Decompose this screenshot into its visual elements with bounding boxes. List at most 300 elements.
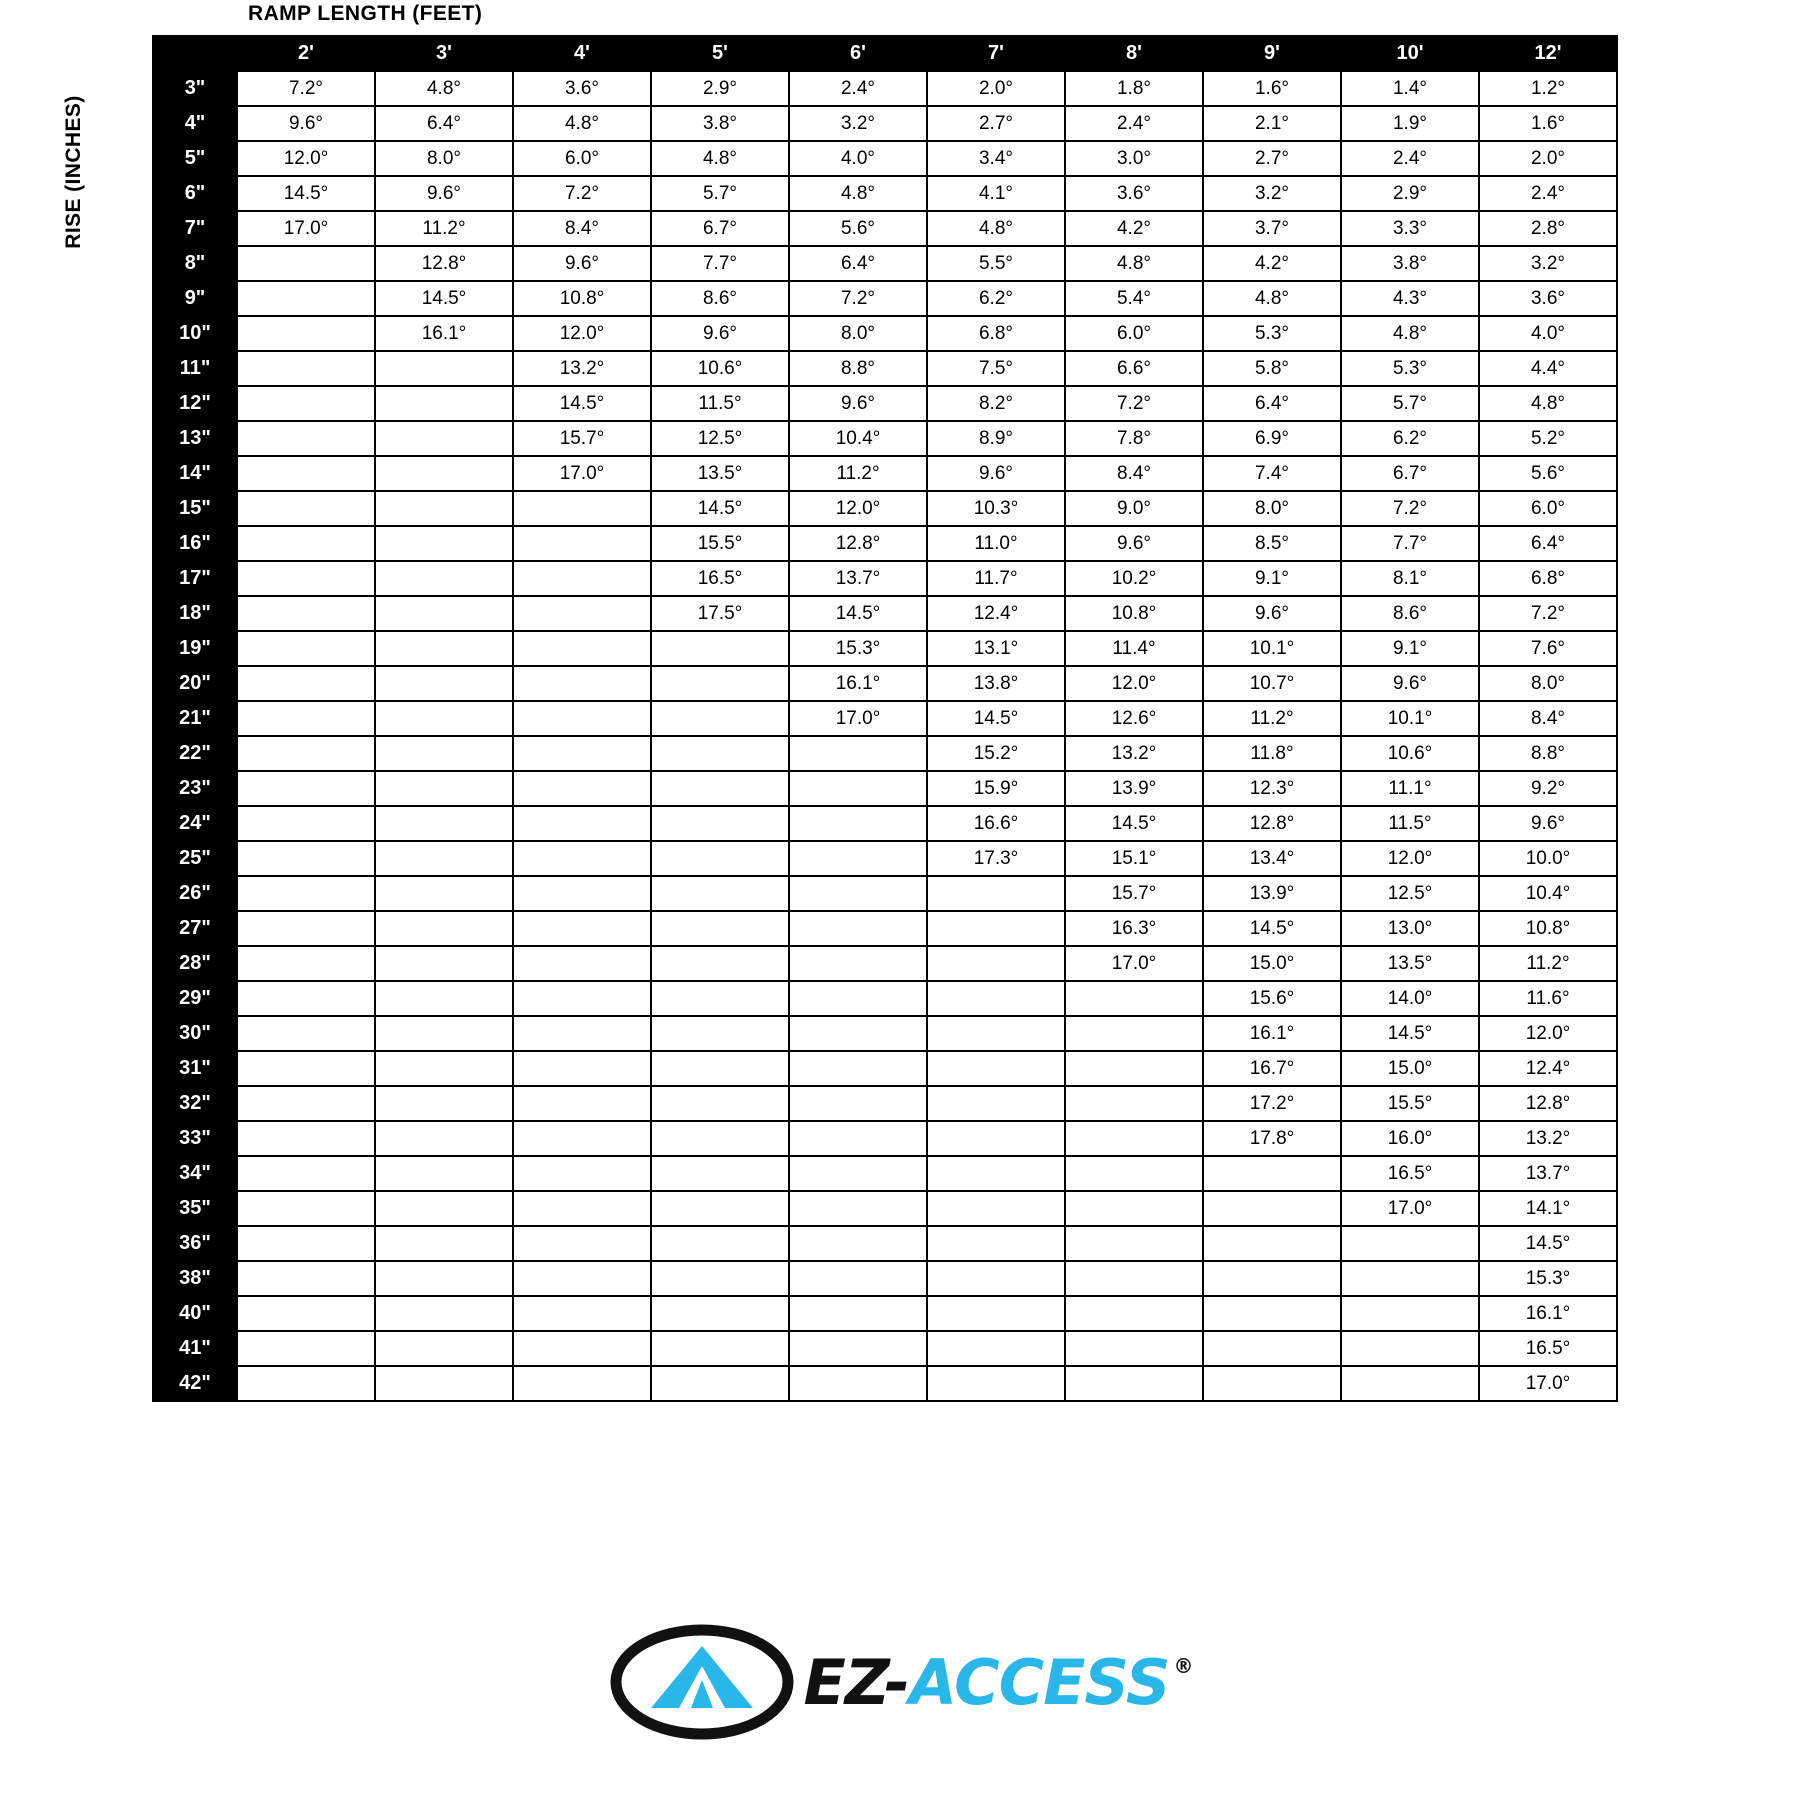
angle-cell bbox=[927, 1296, 1065, 1331]
row-header: 12" bbox=[153, 386, 237, 421]
angle-cell: 17.0° bbox=[789, 701, 927, 736]
table-row bbox=[153, 281, 1617, 316]
angle-cell: 9.6° bbox=[375, 176, 513, 211]
angle-cell: 3.2° bbox=[789, 106, 927, 141]
angle-cell: 4.2° bbox=[1065, 211, 1203, 246]
angle-cell: 1.4° bbox=[1341, 71, 1479, 106]
angle-cell bbox=[237, 1156, 375, 1191]
angle-cell bbox=[237, 456, 375, 491]
angle-cell bbox=[513, 1121, 651, 1156]
table-row bbox=[153, 771, 1617, 806]
angle-cell: 6.7° bbox=[1341, 456, 1479, 491]
angle-cell bbox=[1203, 1261, 1341, 1296]
angle-cell: 6.0° bbox=[513, 141, 651, 176]
angle-cell: 4.8° bbox=[1203, 281, 1341, 316]
angle-cell: 8.4° bbox=[513, 211, 651, 246]
angle-cell: 7.2° bbox=[1065, 386, 1203, 421]
angle-cell: 12.4° bbox=[927, 596, 1065, 631]
angle-cell: 10.2° bbox=[1065, 561, 1203, 596]
angle-cell: 9.6° bbox=[1203, 596, 1341, 631]
column-header: 5' bbox=[651, 36, 789, 71]
row-header: 7" bbox=[153, 211, 237, 246]
angle-cell bbox=[513, 1086, 651, 1121]
angle-cell: 2.7° bbox=[927, 106, 1065, 141]
angle-cell: 13.2° bbox=[1479, 1121, 1617, 1156]
angle-cell bbox=[789, 1086, 927, 1121]
column-header: 10' bbox=[1341, 36, 1479, 71]
angle-cell bbox=[237, 351, 375, 386]
angle-cell: 10.7° bbox=[1203, 666, 1341, 701]
angle-cell bbox=[237, 911, 375, 946]
angle-cell bbox=[789, 911, 927, 946]
angle-cell bbox=[513, 1051, 651, 1086]
angle-cell bbox=[237, 526, 375, 561]
angle-cell: 17.3° bbox=[927, 841, 1065, 876]
angle-cell: 11.8° bbox=[1203, 736, 1341, 771]
angle-cell: 1.6° bbox=[1203, 71, 1341, 106]
angle-cell: 8.0° bbox=[375, 141, 513, 176]
angle-cell: 5.8° bbox=[1203, 351, 1341, 386]
angle-cell bbox=[1065, 1086, 1203, 1121]
angle-cell: 7.2° bbox=[1341, 491, 1479, 526]
angle-cell bbox=[375, 1191, 513, 1226]
angle-cell: 15.3° bbox=[1479, 1261, 1617, 1296]
table-row bbox=[153, 701, 1617, 736]
angle-cell: 10.6° bbox=[651, 351, 789, 386]
angle-cell: 8.4° bbox=[1479, 701, 1617, 736]
angle-cell bbox=[375, 351, 513, 386]
angle-cell bbox=[513, 1191, 651, 1226]
angle-cell bbox=[651, 1226, 789, 1261]
angle-cell: 8.1° bbox=[1341, 561, 1479, 596]
angle-cell: 13.2° bbox=[1065, 736, 1203, 771]
angle-cell bbox=[513, 841, 651, 876]
angle-cell: 2.4° bbox=[1479, 176, 1617, 211]
angle-cell bbox=[1203, 1191, 1341, 1226]
angle-cell: 8.0° bbox=[789, 316, 927, 351]
table-row bbox=[153, 176, 1617, 211]
angle-cell bbox=[375, 1016, 513, 1051]
angle-cell bbox=[375, 946, 513, 981]
column-header: 7' bbox=[927, 36, 1065, 71]
angle-cell: 16.1° bbox=[789, 666, 927, 701]
angle-cell bbox=[513, 771, 651, 806]
angle-cell bbox=[1065, 1191, 1203, 1226]
angle-cell: 2.9° bbox=[1341, 176, 1479, 211]
angle-cell: 12.8° bbox=[1479, 1086, 1617, 1121]
angle-cell bbox=[651, 1016, 789, 1051]
logo-text-access: ACCESS bbox=[909, 1645, 1170, 1719]
angle-cell bbox=[1341, 1261, 1479, 1296]
angle-cell: 9.6° bbox=[1479, 806, 1617, 841]
angle-cell bbox=[513, 1226, 651, 1261]
angle-cell: 2.4° bbox=[789, 71, 927, 106]
ramp-angle-table bbox=[152, 35, 1618, 1402]
angle-cell: 12.0° bbox=[1479, 1016, 1617, 1051]
angle-cell: 11.6° bbox=[1479, 981, 1617, 1016]
angle-cell: 9.6° bbox=[927, 456, 1065, 491]
angle-cell bbox=[375, 526, 513, 561]
row-header: 16" bbox=[153, 526, 237, 561]
angle-cell bbox=[789, 1156, 927, 1191]
angle-cell: 17.8° bbox=[1203, 1121, 1341, 1156]
angle-cell: 13.2° bbox=[513, 351, 651, 386]
row-header: 32" bbox=[153, 1086, 237, 1121]
angle-cell: 10.0° bbox=[1479, 841, 1617, 876]
angle-cell: 16.5° bbox=[1341, 1156, 1479, 1191]
angle-cell: 6.2° bbox=[927, 281, 1065, 316]
angle-cell bbox=[375, 631, 513, 666]
angle-cell: 2.1° bbox=[1203, 106, 1341, 141]
row-header: 30" bbox=[153, 1016, 237, 1051]
angle-cell bbox=[927, 1331, 1065, 1366]
angle-cell: 7.7° bbox=[651, 246, 789, 281]
angle-cell bbox=[237, 1121, 375, 1156]
angle-cell: 15.5° bbox=[651, 526, 789, 561]
table-row bbox=[153, 981, 1617, 1016]
angle-cell bbox=[927, 1156, 1065, 1191]
angle-cell: 14.5° bbox=[1203, 911, 1341, 946]
table-row bbox=[153, 666, 1617, 701]
angle-cell: 9.2° bbox=[1479, 771, 1617, 806]
angle-cell: 8.9° bbox=[927, 421, 1065, 456]
angle-cell bbox=[789, 946, 927, 981]
angle-cell bbox=[927, 981, 1065, 1016]
angle-cell: 15.1° bbox=[1065, 841, 1203, 876]
angle-cell: 4.4° bbox=[1479, 351, 1617, 386]
angle-cell: 12.8° bbox=[1203, 806, 1341, 841]
angle-cell bbox=[789, 736, 927, 771]
row-header: 8" bbox=[153, 246, 237, 281]
angle-cell bbox=[651, 1156, 789, 1191]
angle-cell: 12.8° bbox=[789, 526, 927, 561]
angle-cell bbox=[789, 1366, 927, 1401]
angle-cell: 10.4° bbox=[789, 421, 927, 456]
angle-cell bbox=[651, 1261, 789, 1296]
angle-cell bbox=[237, 281, 375, 316]
angle-cell: 9.0° bbox=[1065, 491, 1203, 526]
angle-cell bbox=[927, 1121, 1065, 1156]
angle-cell bbox=[237, 246, 375, 281]
angle-cell bbox=[651, 911, 789, 946]
row-header: 28" bbox=[153, 946, 237, 981]
table-row bbox=[153, 1191, 1617, 1226]
row-header: 19" bbox=[153, 631, 237, 666]
angle-cell bbox=[789, 876, 927, 911]
angle-cell: 7.7° bbox=[1341, 526, 1479, 561]
angle-cell: 6.0° bbox=[1065, 316, 1203, 351]
angle-cell: 7.8° bbox=[1065, 421, 1203, 456]
angle-cell: 6.8° bbox=[927, 316, 1065, 351]
angle-cell bbox=[651, 771, 789, 806]
angle-cell: 1.2° bbox=[1479, 71, 1617, 106]
angle-cell bbox=[1065, 1296, 1203, 1331]
angle-cell bbox=[237, 596, 375, 631]
angle-cell bbox=[789, 806, 927, 841]
table-row bbox=[153, 71, 1617, 106]
angle-cell bbox=[1203, 1156, 1341, 1191]
angle-cell: 3.3° bbox=[1341, 211, 1479, 246]
angle-cell bbox=[237, 1226, 375, 1261]
angle-cell: 10.3° bbox=[927, 491, 1065, 526]
table-row bbox=[153, 1366, 1617, 1401]
angle-cell bbox=[789, 1191, 927, 1226]
angle-cell bbox=[651, 841, 789, 876]
angle-cell: 13.9° bbox=[1203, 876, 1341, 911]
column-header: 12' bbox=[1479, 36, 1617, 71]
angle-cell bbox=[651, 1331, 789, 1366]
angle-cell bbox=[375, 876, 513, 911]
row-header: 14" bbox=[153, 456, 237, 491]
angle-cell: 5.6° bbox=[789, 211, 927, 246]
angle-cell bbox=[1203, 1366, 1341, 1401]
angle-cell bbox=[927, 1051, 1065, 1086]
angle-cell bbox=[927, 1191, 1065, 1226]
angle-cell bbox=[375, 421, 513, 456]
angle-cell bbox=[1065, 1366, 1203, 1401]
angle-cell: 4.2° bbox=[1203, 246, 1341, 281]
angle-cell bbox=[1065, 1051, 1203, 1086]
angle-cell bbox=[237, 806, 375, 841]
row-header: 5" bbox=[153, 141, 237, 176]
table-row bbox=[153, 1156, 1617, 1191]
angle-cell bbox=[927, 1226, 1065, 1261]
angle-cell: 16.5° bbox=[651, 561, 789, 596]
table-row bbox=[153, 211, 1617, 246]
angle-cell: 5.2° bbox=[1479, 421, 1617, 456]
angle-cell: 17.5° bbox=[651, 596, 789, 631]
row-header: 15" bbox=[153, 491, 237, 526]
angle-cell bbox=[789, 1051, 927, 1086]
angle-cell bbox=[375, 1121, 513, 1156]
angle-cell bbox=[1203, 1226, 1341, 1261]
table-row bbox=[153, 141, 1617, 176]
row-header: 26" bbox=[153, 876, 237, 911]
row-header: 21" bbox=[153, 701, 237, 736]
row-header: 20" bbox=[153, 666, 237, 701]
angle-cell bbox=[237, 386, 375, 421]
row-header: 36" bbox=[153, 1226, 237, 1261]
angle-cell: 11.1° bbox=[1341, 771, 1479, 806]
angle-cell: 12.5° bbox=[1341, 876, 1479, 911]
angle-cell bbox=[513, 526, 651, 561]
column-header: 9' bbox=[1203, 36, 1341, 71]
angle-cell bbox=[1341, 1296, 1479, 1331]
angle-cell: 11.0° bbox=[927, 526, 1065, 561]
angle-cell: 9.6° bbox=[651, 316, 789, 351]
angle-cell bbox=[789, 841, 927, 876]
angle-cell: 16.7° bbox=[1203, 1051, 1341, 1086]
angle-cell: 8.0° bbox=[1203, 491, 1341, 526]
table-head bbox=[153, 36, 1617, 71]
angle-cell bbox=[651, 1296, 789, 1331]
angle-cell: 13.8° bbox=[927, 666, 1065, 701]
angle-cell: 2.4° bbox=[1341, 141, 1479, 176]
angle-cell: 9.6° bbox=[1341, 666, 1479, 701]
logo-wordmark bbox=[803, 1646, 1192, 1719]
angle-cell bbox=[651, 666, 789, 701]
table-row bbox=[153, 736, 1617, 771]
angle-cell: 14.5° bbox=[1341, 1016, 1479, 1051]
table-row bbox=[153, 1121, 1617, 1156]
angle-cell bbox=[513, 736, 651, 771]
angle-cell: 14.5° bbox=[375, 281, 513, 316]
angle-cell: 9.1° bbox=[1203, 561, 1341, 596]
angle-cell bbox=[375, 456, 513, 491]
angle-cell bbox=[927, 911, 1065, 946]
row-header: 18" bbox=[153, 596, 237, 631]
angle-cell bbox=[237, 316, 375, 351]
angle-cell bbox=[375, 736, 513, 771]
table-row bbox=[153, 806, 1617, 841]
angle-cell bbox=[375, 1261, 513, 1296]
angle-cell bbox=[513, 1366, 651, 1401]
row-header: 3" bbox=[153, 71, 237, 106]
angle-cell bbox=[513, 631, 651, 666]
angle-cell: 6.0° bbox=[1479, 491, 1617, 526]
angle-cell: 6.6° bbox=[1065, 351, 1203, 386]
table-row bbox=[153, 526, 1617, 561]
angle-cell: 12.3° bbox=[1203, 771, 1341, 806]
angle-cell bbox=[375, 911, 513, 946]
table-row bbox=[153, 596, 1617, 631]
angle-cell: 14.0° bbox=[1341, 981, 1479, 1016]
table-corner-cell bbox=[153, 36, 237, 71]
angle-cell bbox=[651, 1191, 789, 1226]
angle-cell: 7.5° bbox=[927, 351, 1065, 386]
angle-cell: 2.7° bbox=[1203, 141, 1341, 176]
table-row bbox=[153, 1016, 1617, 1051]
angle-cell: 7.2° bbox=[513, 176, 651, 211]
angle-cell: 12.4° bbox=[1479, 1051, 1617, 1086]
row-header: 29" bbox=[153, 981, 237, 1016]
angle-cell bbox=[237, 1191, 375, 1226]
angle-cell: 12.0° bbox=[789, 491, 927, 526]
angle-cell bbox=[513, 1016, 651, 1051]
angle-cell: 13.5° bbox=[1341, 946, 1479, 981]
angle-cell bbox=[1203, 1296, 1341, 1331]
angle-cell: 14.5° bbox=[1065, 806, 1203, 841]
table-row bbox=[153, 491, 1617, 526]
angle-cell: 12.0° bbox=[1065, 666, 1203, 701]
angle-cell bbox=[1065, 1261, 1203, 1296]
angle-cell bbox=[651, 1051, 789, 1086]
angle-cell bbox=[651, 1366, 789, 1401]
angle-cell: 7.2° bbox=[1479, 596, 1617, 631]
angle-cell: 3.7° bbox=[1203, 211, 1341, 246]
row-header: 25" bbox=[153, 841, 237, 876]
angle-cell bbox=[789, 1121, 927, 1156]
angle-cell bbox=[789, 1016, 927, 1051]
angle-cell bbox=[651, 631, 789, 666]
angle-cell bbox=[375, 1296, 513, 1331]
angle-cell: 17.0° bbox=[1065, 946, 1203, 981]
angle-cell: 14.1° bbox=[1479, 1191, 1617, 1226]
table-row bbox=[153, 106, 1617, 141]
angle-cell: 8.2° bbox=[927, 386, 1065, 421]
angle-cell: 4.8° bbox=[927, 211, 1065, 246]
angle-cell bbox=[927, 1366, 1065, 1401]
row-header: 17" bbox=[153, 561, 237, 596]
angle-cell: 17.0° bbox=[237, 211, 375, 246]
angle-cell: 4.8° bbox=[789, 176, 927, 211]
angle-cell bbox=[375, 701, 513, 736]
angle-cell: 1.9° bbox=[1341, 106, 1479, 141]
angle-cell: 7.4° bbox=[1203, 456, 1341, 491]
angle-cell: 5.3° bbox=[1203, 316, 1341, 351]
angle-cell bbox=[237, 771, 375, 806]
angle-cell bbox=[789, 981, 927, 1016]
angle-cell: 2.0° bbox=[1479, 141, 1617, 176]
angle-cell bbox=[513, 666, 651, 701]
angle-cell bbox=[513, 1156, 651, 1191]
table-body bbox=[153, 71, 1617, 1401]
table-row bbox=[153, 876, 1617, 911]
logo-inner bbox=[607, 1622, 1192, 1742]
header-row bbox=[153, 36, 1617, 71]
angle-cell: 3.6° bbox=[1065, 176, 1203, 211]
angle-cell bbox=[375, 806, 513, 841]
angle-cell bbox=[651, 1086, 789, 1121]
table-row bbox=[153, 316, 1617, 351]
angle-cell bbox=[651, 946, 789, 981]
angle-cell bbox=[927, 876, 1065, 911]
angle-cell bbox=[1065, 1016, 1203, 1051]
angle-cell: 16.1° bbox=[375, 316, 513, 351]
angle-cell: 3.6° bbox=[1479, 281, 1617, 316]
angle-cell bbox=[1341, 1226, 1479, 1261]
angle-cell bbox=[513, 946, 651, 981]
angle-cell: 11.7° bbox=[927, 561, 1065, 596]
angle-cell bbox=[375, 491, 513, 526]
angle-cell bbox=[375, 771, 513, 806]
angle-cell: 11.2° bbox=[1479, 946, 1617, 981]
angle-cell: 4.8° bbox=[651, 141, 789, 176]
angle-cell: 16.3° bbox=[1065, 911, 1203, 946]
angle-cell bbox=[789, 1261, 927, 1296]
row-header: 41" bbox=[153, 1331, 237, 1366]
angle-cell: 12.0° bbox=[1341, 841, 1479, 876]
angle-cell: 3.8° bbox=[651, 106, 789, 141]
angle-cell: 12.0° bbox=[237, 141, 375, 176]
angle-cell: 15.0° bbox=[1341, 1051, 1479, 1086]
angle-cell: 9.1° bbox=[1341, 631, 1479, 666]
angle-cell bbox=[237, 876, 375, 911]
row-header: 34" bbox=[153, 1156, 237, 1191]
angle-cell: 10.1° bbox=[1341, 701, 1479, 736]
angle-cell: 13.7° bbox=[1479, 1156, 1617, 1191]
angle-cell bbox=[651, 876, 789, 911]
table-row bbox=[153, 946, 1617, 981]
row-header: 9" bbox=[153, 281, 237, 316]
angle-cell bbox=[237, 421, 375, 456]
angle-cell bbox=[1065, 1331, 1203, 1366]
angle-cell: 6.9° bbox=[1203, 421, 1341, 456]
angle-cell: 15.3° bbox=[789, 631, 927, 666]
angle-cell bbox=[237, 736, 375, 771]
angle-cell: 1.8° bbox=[1065, 71, 1203, 106]
row-header: 38" bbox=[153, 1261, 237, 1296]
angle-cell bbox=[237, 1366, 375, 1401]
row-header: 24" bbox=[153, 806, 237, 841]
table-row bbox=[153, 841, 1617, 876]
table-row bbox=[153, 1261, 1617, 1296]
table-row bbox=[153, 351, 1617, 386]
angle-cell bbox=[927, 946, 1065, 981]
angle-cell: 11.4° bbox=[1065, 631, 1203, 666]
row-header: 33" bbox=[153, 1121, 237, 1156]
row-header: 42" bbox=[153, 1366, 237, 1401]
